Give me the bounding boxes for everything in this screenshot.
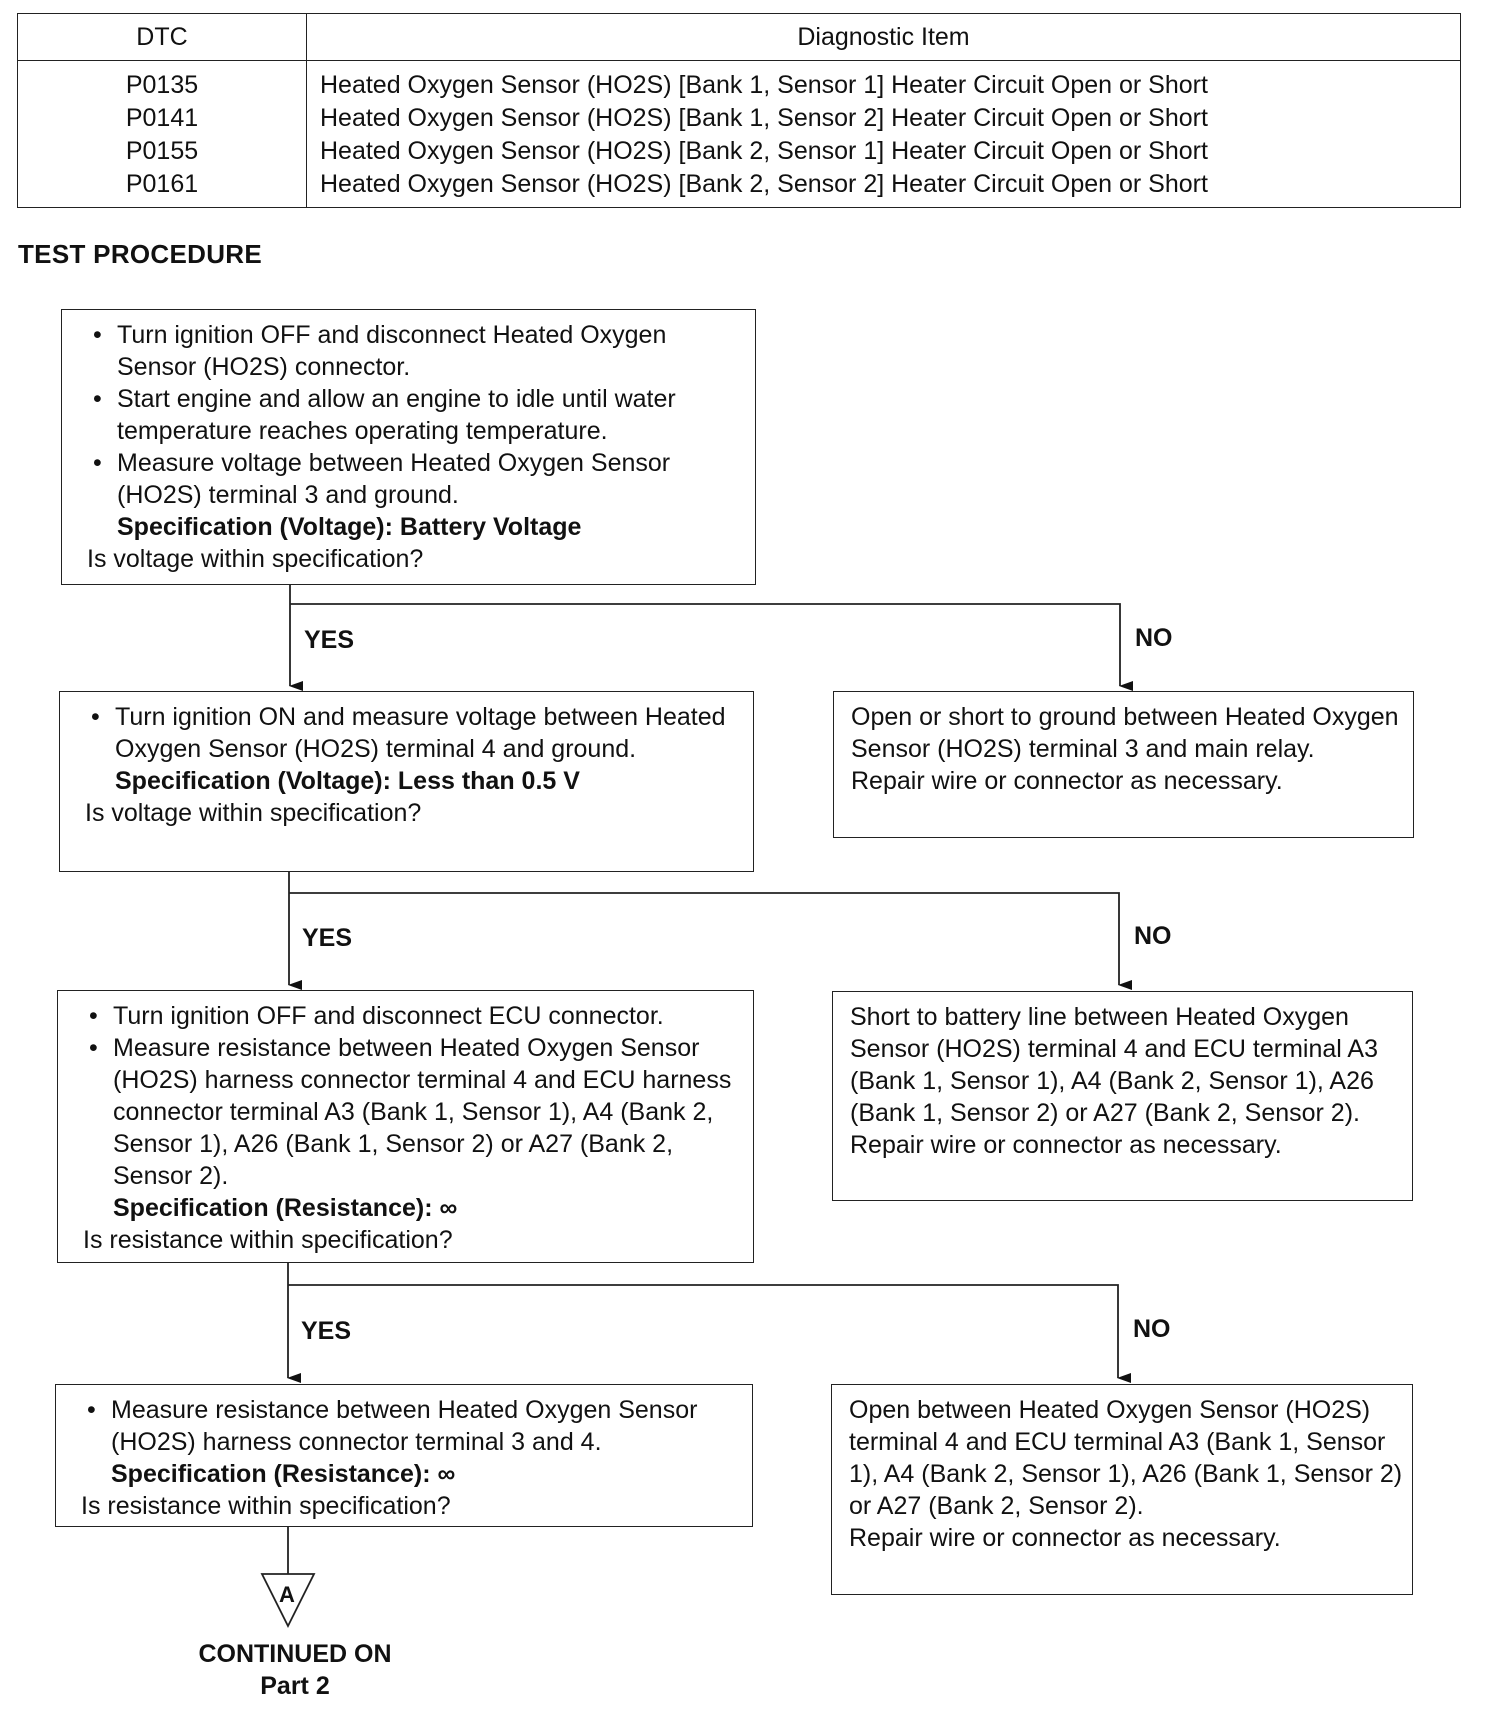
no-label: NO: [1135, 624, 1173, 652]
yes-label: YES: [302, 924, 353, 952]
result2-description: Short to battery line between Heated Oxygen Sensor (HO2S) terminal 4 and ECU terminal A3 (Bank 1, Sensor 1), A4 (Bank 2, Sensor 1), A26 (Bank 1, Sensor 2) or A27 (Bank 2, Sensor 2).: [850, 1003, 1378, 1127]
no-label: NO: [1134, 922, 1172, 950]
step1-bullet: • Start engine and allow an engine to idle until water temperature reaches operating temperature.: [87, 383, 739, 447]
section-title: TEST PROCEDURE: [18, 239, 263, 269]
step3-question: Is resistance within specification?: [83, 1226, 453, 1254]
continued-on-text: CONTINUED ON: [198, 1640, 392, 1668]
step2-specification: Specification (Voltage): Less than 0.5 V: [115, 767, 580, 795]
step3-bullet: • Measure resistance between Heated Oxygen Sensor (HO2S) harness connector terminal 4 and ECU harness connector terminal A3 (Bank 1, Sensor 1), A4 (Bank 2, Sensor 1), A26 (Bank 1, Sensor 2) or A27 (Bank 2, Sensor 2).: [83, 1032, 741, 1192]
step1-bullet: • Turn ignition OFF and disconnect Heated Oxygen Sensor (HO2S) connector.: [87, 319, 739, 383]
result3-box: [831, 1384, 1413, 1595]
dtc-code: P0135: [125, 71, 199, 99]
result3-description: Open between Heated Oxygen Sensor (HO2S) terminal 4 and ECU terminal A3 (Bank 1, Sensor 1), A4 (Bank 2, Sensor 1), A26 (Bank 1, Sensor 2) or A27 (Bank 2, Sensor 2).: [849, 1396, 1403, 1520]
result1-box: [833, 691, 1414, 838]
no-label: NO: [1133, 1315, 1171, 1343]
step2-bullet: • Turn ignition ON and measure voltage between Heated Oxygen Sensor (HO2S) terminal 4 and ground.: [85, 701, 737, 765]
dtc-code: P0141: [125, 104, 199, 132]
diagnostic-item: Heated Oxygen Sensor (HO2S) [Bank 2, Sensor 2] Heater Circuit Open or Short: [320, 170, 1208, 198]
yes-label: YES: [304, 626, 355, 654]
step4-bullet: • Measure resistance between Heated Oxygen Sensor (HO2S) harness connector terminal 3 and 4.: [81, 1394, 744, 1458]
result3-action: Repair wire or connector as necessary.: [849, 1524, 1281, 1552]
no-arrow-1: [290, 604, 1120, 686]
step3-specification: Specification (Resistance): ∞: [113, 1194, 458, 1222]
result2-action: Repair wire or connector as necessary.: [850, 1131, 1282, 1159]
result1-description: Open or short to ground between Heated Oxygen Sensor (HO2S) terminal 3 and main relay.: [851, 703, 1399, 763]
yes-label: YES: [301, 1317, 352, 1345]
diagnostic-item: Heated Oxygen Sensor (HO2S) [Bank 1, Sensor 1] Heater Circuit Open or Short: [320, 71, 1208, 99]
continued-part-text: Part 2: [260, 1672, 330, 1700]
step1-bullet: • Measure voltage between Heated Oxygen Sensor (HO2S) terminal 3 and ground.: [87, 447, 739, 511]
step1-specification: Specification (Voltage): Battery Voltage: [117, 513, 582, 541]
no-arrow-3: [288, 1285, 1118, 1378]
result1-action: Repair wire or connector as necessary.: [851, 767, 1283, 795]
step1-box: [61, 309, 756, 585]
diagnostic-item: Heated Oxygen Sensor (HO2S) [Bank 2, Sensor 1] Heater Circuit Open or Short: [320, 137, 1208, 165]
step3-box: [57, 990, 754, 1263]
no-arrow-2: [289, 893, 1119, 985]
step3-bullet: • Turn ignition OFF and disconnect ECU connector.: [83, 1000, 741, 1032]
dtc-code: P0161: [125, 170, 199, 198]
diagnostic-item-column-header: Diagnostic Item: [307, 14, 1461, 61]
diagnostic-item: Heated Oxygen Sensor (HO2S) [Bank 1, Sensor 2] Heater Circuit Open or Short: [320, 104, 1208, 132]
continuation-note: [170, 1638, 420, 1702]
dtc-column-header: DTC: [18, 14, 307, 61]
step1-question: Is voltage within specification?: [87, 545, 424, 573]
result2-box: [832, 991, 1413, 1201]
step4-specification: Specification (Resistance): ∞: [111, 1460, 456, 1488]
continuation-marker-label: A: [279, 1582, 295, 1607]
step2-question: Is voltage within specification?: [85, 799, 422, 827]
step4-box: [55, 1384, 753, 1527]
dtc-code: P0155: [125, 137, 199, 165]
step2-box: [59, 691, 754, 872]
step4-question: Is resistance within specification?: [81, 1492, 451, 1520]
